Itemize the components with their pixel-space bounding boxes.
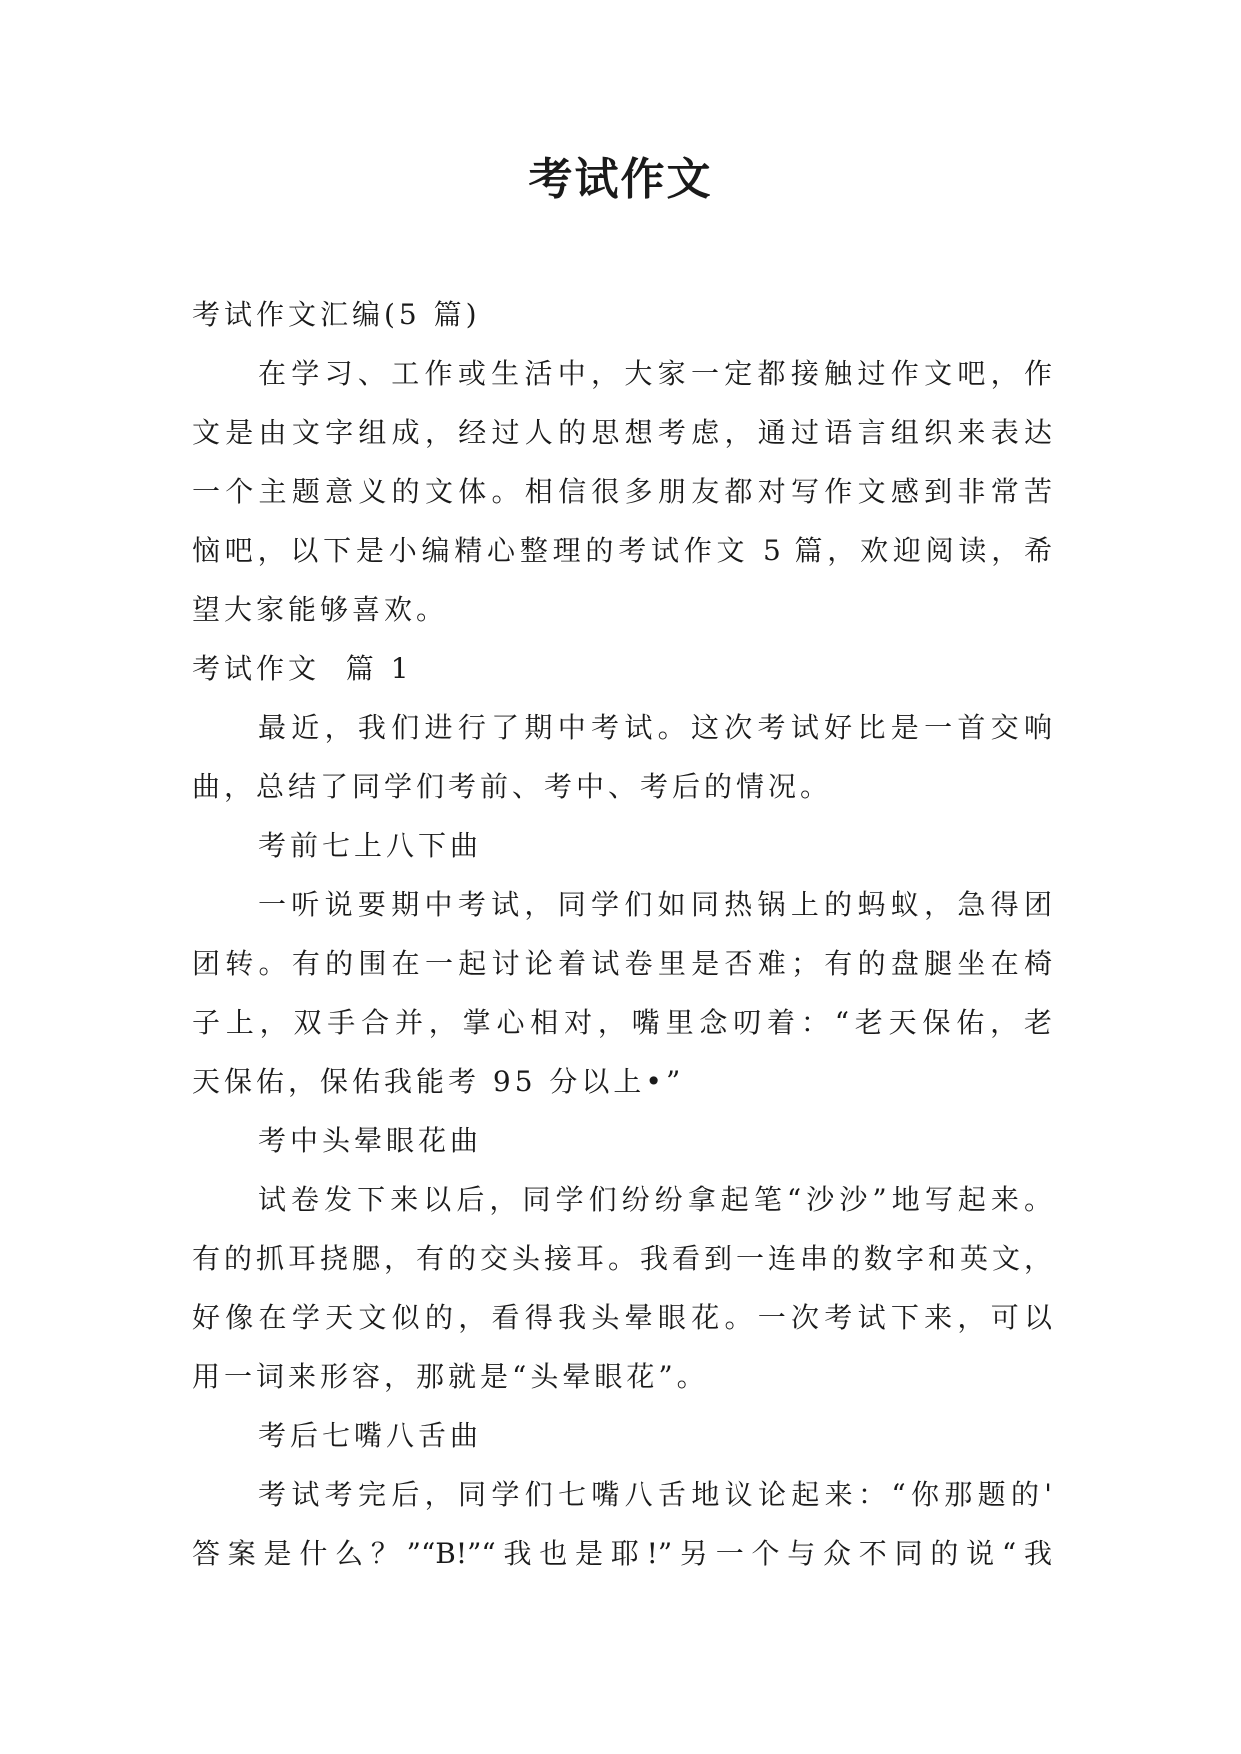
text-line: 在学习、工作或生活中，大家一定都接触过作文吧，作 <box>258 357 1052 390</box>
essay-heading <box>192 639 1052 698</box>
section-subheading <box>192 816 1052 875</box>
text-line: 考前七上八下曲 <box>258 829 483 862</box>
text-line: 团转。有的围在一起讨论着试卷里是否难；有的盘腿坐在椅 <box>192 947 1052 980</box>
text-line: 试卷发下来以后，同学们纷纷拿起笔“沙沙”地写起来。 <box>258 1183 1052 1216</box>
text-line: 考试作文 篇 1 <box>192 652 413 685</box>
text-line: 一听说要期中考试，同学们如同热锅上的蚂蚁，急得团 <box>258 888 1052 921</box>
document-body <box>192 285 1052 1583</box>
text-line: 天保佑，保佑我能考 95 分以上•” <box>192 1065 685 1098</box>
text-line: 曲，总结了同学们考前、考中、考后的情况。 <box>192 770 833 803</box>
section-subheading <box>192 1111 1052 1170</box>
text-line: 用一词来形容，那就是“头晕眼花”。 <box>192 1360 709 1393</box>
text-line: 考后七嘴八舌曲 <box>258 1419 483 1452</box>
text-line: 考试考完后，同学们七嘴八舌地议论起来：“你那题的' <box>258 1478 1052 1511</box>
collection-heading <box>192 285 1052 344</box>
text-line: 答案是什么？”“B!”“我也是耶!”另一个与众不同的说“我 <box>192 1537 1052 1570</box>
essay-paragraph <box>192 698 1052 816</box>
intro-paragraph <box>192 344 1052 639</box>
text-line: 考中头晕眼花曲 <box>258 1124 483 1157</box>
text-line: 最近，我们进行了期中考试。这次考试好比是一首交响 <box>258 711 1052 744</box>
section-subheading <box>192 1406 1052 1465</box>
text-line: 子上，双手合并，掌心相对，嘴里念叨着：“老天保佑，老 <box>192 1006 1052 1039</box>
text-line: 考试作文汇编(5 篇) <box>192 298 481 331</box>
document-title: 考试作文 <box>528 154 713 205</box>
text-line: 恼吧，以下是小编精心整理的考试作文 5 篇，欢迎阅读，希 <box>192 534 1052 567</box>
essay-paragraph <box>192 875 1052 1111</box>
text-line: 有的抓耳挠腮，有的交头接耳。我看到一连串的数字和英文， <box>192 1242 1052 1275</box>
essay-paragraph <box>192 1465 1052 1583</box>
text-line: 好像在学天文似的，看得我头晕眼花。一次考试下来，可以 <box>192 1301 1052 1334</box>
text-line: 文是由文字组成，经过人的思想考虑，通过语言组织来表达 <box>192 416 1052 449</box>
text-line: 一个主题意义的文体。相信很多朋友都对写作文感到非常苦 <box>192 475 1052 508</box>
essay-paragraph <box>192 1170 1052 1406</box>
text-line: 望大家能够喜欢。 <box>192 593 449 626</box>
